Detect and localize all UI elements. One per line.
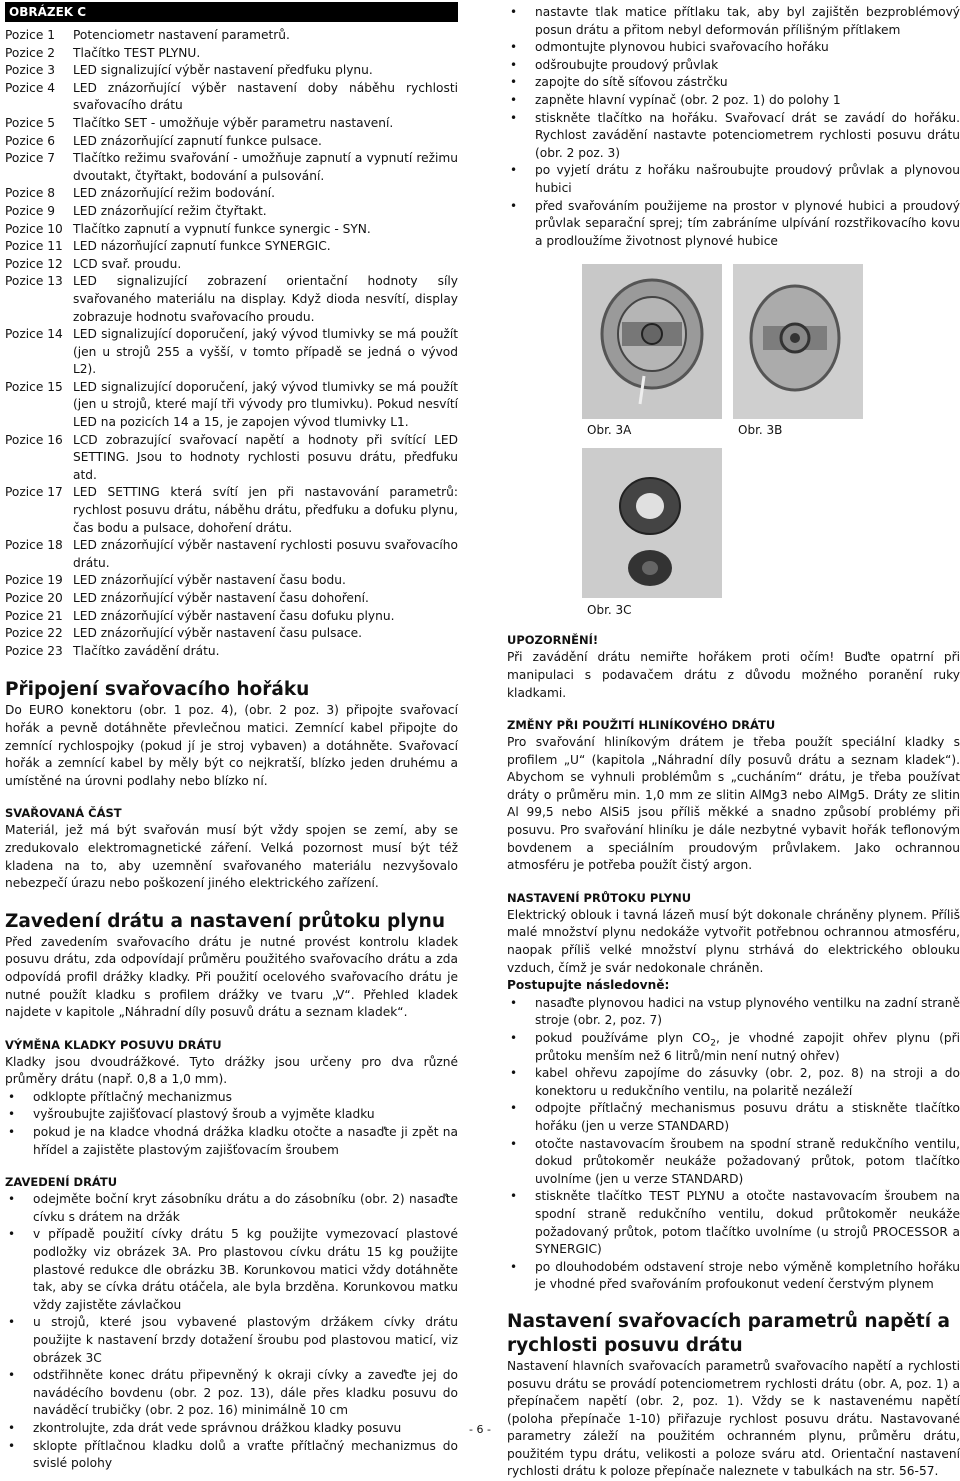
- position-text: LED znázorňující výběr nastavení času dohoření.: [73, 591, 369, 605]
- list-item: • stiskněte tlačítko na hořáku. Svařovací drát se zavádí do hořáku. Rychlost zavádění nastavte potenciometrem rychlosti posuvu drátu (obr. 2 poz. 3): [507, 110, 960, 163]
- list-item: • pokud používáme plyn $CO_2$, je vhodné zapojit ohřev plynu (při průtoku menším než 6 litrů/min není nutný ohřev): [507, 1030, 960, 1065]
- position-text: LCD svař. proudu.: [73, 256, 182, 271]
- position-row: [5, 326, 458, 379]
- position-row: [5, 238, 458, 256]
- list-item: • odpojte přítlačný mechanismus posuvu drátu a stiskněte tlačítko hořáku (jen u verze STANDARD): [507, 1100, 960, 1135]
- position-label: Pozice 1: [5, 28, 55, 42]
- position-row: [5, 221, 458, 239]
- roller-change-list: [5, 1089, 458, 1159]
- list-item: • odstřihněte konec drátu připevněný k okraji cívky a zaveďte jej do navádécího bovdenu (obr. 2 poz. 13), dále přes kladku posuvu do naváděcí trubičky (obr. 2 poz. 16) minimálně 10 cm: [5, 1367, 458, 1420]
- position-label: Pozice 17: [5, 485, 63, 500]
- position-text: LED názorňující zapnutí funkce SYNERGIC.: [73, 239, 331, 254]
- weld-part-text: Materiál, jež má být svařován musí být vždy spojen se zemí, aby se zredukovalo elektromagnetické záření. Velká pozornost musí být též kladena na to, aby uzemnění svařovaného materiálu nezvyšovalo nebezpečí úrazu nebo poškození jiného elektrického zařízení.: [5, 823, 458, 891]
- position-label: Pozice 3: [5, 63, 55, 78]
- position-label: Pozice 11: [5, 239, 63, 254]
- list-item: • po dlouhodobém odstavení stroje nebo výměně kompletního hořáku je vhodné před svařováním profoukonut vedení čerstvým plynem: [507, 1259, 960, 1294]
- position-row: [5, 590, 458, 608]
- figure-3a-photo: [582, 264, 722, 419]
- figure-3a-caption: Obr. 3A: [587, 423, 632, 438]
- list-item: • odklopte přítlačný mechanizmus: [5, 1089, 458, 1107]
- position-label: Pozice 8: [5, 186, 55, 201]
- position-text: LED znázorňující zapnutí funkce pulsace.: [73, 133, 322, 148]
- position-text: LED signalizující zobrazení orientační hodnoty síly svařovaného materiálu na display. Když dioda nesvítí, display zobrazuje hodnotu svařovacího proudu.: [73, 274, 458, 324]
- position-row: [5, 150, 458, 185]
- list-item: • stiskněte tlačítko TEST PLYNU a otočte nastavovacím šroubem na spodní straně redukčního ventilu, dokud průtokoměr neukáže požadovaný průtok, potom tlačítko uvolníme (u strojů PROCESSOR a SYNERGIC): [507, 1188, 960, 1258]
- position-row: [5, 133, 458, 151]
- aluminium-heading: ZMĚNY PŘI POUŽITÍ HLINÍKOVÉHO DRÁTU: [507, 718, 776, 733]
- position-label: Pozice 16: [5, 432, 63, 447]
- position-label: Pozice 2: [5, 45, 55, 60]
- params-heading: Nastavení svařovacích parametrů napětí a rychlosti posuvu drátu: [507, 1310, 950, 1356]
- wire-feed-text: Před zavedením svařovacího drátu je nutné provést kontrolu kladek posuvu drátu, zda odpovídají průměru použitého svařovacího drátu a zda odpovídá profil drážky kladky. Při použití ocelového svařovacího drátu je nutné použít kladku s profilem drážky ve tvaru „V“. Přehled kladek najdete v kapitole „Náhradní díly posuvů drátu a seznam kladek“.: [5, 934, 458, 1020]
- position-row: [5, 27, 458, 45]
- position-label: Pozice 5: [5, 115, 55, 130]
- position-row: [5, 625, 458, 643]
- position-text: LED signalizující doporučení, jaký vývod tlumivky se má použít (jen u strojů, které mají tři vývody pro tlumivku). Pokud nesvítí LED na pozicích 14 a 15, je zapojen vývod tlumivky L1.: [73, 379, 458, 430]
- figure-3c-caption: Obr. 3C: [587, 603, 632, 618]
- list-item: • v případě použití cívky drátu 5 kg použijte vymezovací plastové podložky viz obrázek 3A. Pro plastovou cívku drátu 15 kg použijte plastové redukce dle obrázku 3B. Korunkovou matici vždy dotáhněte tak, aby se cívka drátu otáčela, ale byla brzděna. Korunkovou matku vždy zajistěte závlačkou: [5, 1226, 458, 1314]
- list-item: • zapojte do sítě síťovou zástrčku: [507, 74, 960, 92]
- left-column: [5, 0, 458, 1473]
- position-text: LED znázorňující výběr nastavení času dofuku plynu.: [73, 608, 395, 623]
- list-item: • odmontujte plynovou hubici svařovacího hořáku: [507, 39, 960, 57]
- position-label: Pozice 20: [5, 591, 63, 605]
- position-row: [5, 608, 458, 626]
- figure-3b-caption: Obr. 3B: [738, 423, 783, 438]
- position-label: Pozice 12: [5, 256, 63, 271]
- list-item: • odejměte boční kryt zásobníku drátu a do zásobníku (obr. 2) nasaďte cívku s drátem na držák: [5, 1191, 458, 1226]
- position-text: Potenciometr nastavení parametrů.: [73, 28, 290, 42]
- position-text: LED znázorňující výběr nastavení času bodu.: [73, 573, 346, 588]
- position-text: Tlačítko zavádění drátu.: [73, 643, 220, 658]
- position-text: LCD zobrazující svařovací napětí a hodnoty při svítící LED SETTING. Jsou to hodnoty rychlosti posuvu drátu, předfuku atd.: [73, 432, 458, 482]
- position-label: Pozice 23: [5, 643, 63, 658]
- wire-insert-list-continued: [507, 4, 960, 250]
- position-row: [5, 80, 458, 115]
- weld-part-heading: SVAŘOVANÁ ČÁST: [5, 806, 122, 821]
- list-item: • pokud je na kladce vhodná drážka kladku otočte a nasaďte ji zpět na hřídel a zajistěte plastovým zajišťovacím šroubem: [5, 1124, 458, 1159]
- list-item: • otočte nastavovacím šroubem na spodní straně redukčního ventilu, dokud průtokoměr neukáže požadovaný průtok, potom tlačítko uvolníme (jen u verze STANDARD): [507, 1136, 960, 1189]
- wire-feed-heading: Zavedení drátu a nastavení průtoku plynu: [5, 910, 446, 932]
- roller-change-text: Kladky jsou dvoudrážkové. Tyto drážky jsou určeny pro dva různé průměry drátu (např. 0,8 a 1,0 mm).: [5, 1054, 458, 1087]
- position-row: [5, 203, 458, 221]
- position-label: Pozice 9: [5, 203, 55, 218]
- position-text: LED znázorňující výběr nastavení rychlosti posuvu svařovacího drátu.: [73, 538, 458, 570]
- roller-change-heading: VÝMĚNA KLADKY POSUVU DRÁTU: [5, 1037, 222, 1052]
- position-text: LED signalizující výběr nastavení předfuku plynu.: [73, 63, 373, 78]
- figure-3-block: [507, 250, 960, 660]
- position-text: Tlačítko zapnutí a vypnutí funkce synergic - SYN.: [73, 221, 371, 236]
- position-text: Tlačítko SET - umožňuje výběr parametru nastavení.: [73, 115, 394, 130]
- position-text: LED znázorňující režim bodování.: [73, 186, 275, 201]
- list-item: • odšroubujte proudový průvlak: [507, 57, 960, 75]
- figure-c-header: OBRÁZEK C: [5, 2, 458, 22]
- procedure-label: Postupujte následovně:: [507, 978, 670, 993]
- list-item: • před svařováním použijeme na prostor v plynové hubici a proudový průvlak separační sprej; tím zabráníme ulpívání rozstřikovacího kovu a prodloužíme životnost plynové hubice: [507, 198, 960, 251]
- position-row: [5, 379, 458, 432]
- position-text: Tlačítko TEST PLYNU.: [73, 45, 201, 60]
- list-item: • po vyjetí drátu z hořáku našroubujte proudový průvlak a plynovou hubici: [507, 162, 960, 197]
- gas-flow-text: Elektrický oblouk i tavná lázeň musí být dokonale chráněny plynem. Příliš malé množství plynu nedokáže vytvořit potřebnou ochrannou atmosféru, naopak příliš velké množství plynu strhává do elektrického oblouku vzduch, čímž je svár nedokonale chráněn.: [507, 907, 960, 975]
- position-label: Pozice 6: [5, 133, 55, 148]
- list-item: • kabel ohřevu zapojíme do zásuvky (obr. 2, poz. 8) na stroji a do konektoru u redukčního ventilu, na polaritě nezáleží: [507, 1065, 960, 1100]
- right-column: [507, 0, 960, 1481]
- position-text: LED signalizující doporučení, jaký vývod tlumivky se má použít (jen u strojů 255 a vyšší, v tomto případě se jedná o vývod L2).: [73, 327, 458, 377]
- position-row: [5, 432, 458, 485]
- position-label: Pozice 13: [5, 274, 63, 289]
- list-item: • zapněte hlavní vypínač (obr. 2 poz. 1) do polohy 1: [507, 92, 960, 110]
- list-item: • sklopte přítlačnou kladku dolů a vraťte přítlačný mechanizmus do svislé polohy: [5, 1438, 458, 1473]
- position-label: Pozice 7: [5, 151, 55, 166]
- warning-text: Při zavádění drátu nemiřte hořákem proti očím! Buďte opatrní při manipulaci s podavačem drátu z důvodu možného poranění ruky kladkami.: [507, 650, 960, 700]
- position-list: [5, 27, 458, 660]
- figure-3c-photo: [582, 448, 722, 598]
- position-row: [5, 256, 458, 274]
- wire-insert-heading: ZAVEDENÍ DRÁTU: [5, 1175, 118, 1190]
- gas-flow-list: [507, 995, 960, 1294]
- position-text: LED znázorňující režim čtyřtakt.: [73, 203, 267, 218]
- position-text: Tlačítko režimu svařování - umožňuje zapnutí a vypnutí režimu dvoutakt, čtyřtakt, bodování a pulsování.: [73, 151, 458, 183]
- position-label: Pozice 14: [5, 327, 63, 342]
- list-item: • nastavte tlak matice přítlaku tak, aby byl zajištěn bezproblémový posun drátu a přitom nebyl deformován přílišným přítlakem: [507, 4, 960, 39]
- list-item: • u strojů, které jsou vybavené plastovým držákem cívky drátu použijte k nastavení brzdy dotažení šroubu pod plastovou maticí, viz obrázek 3C: [5, 1314, 458, 1367]
- position-row: [5, 115, 458, 133]
- position-row: [5, 185, 458, 203]
- gas-flow-heading: NASTAVENÍ PRŮTOKU PLYNU: [507, 890, 692, 905]
- page-number: - 6 -: [469, 1423, 491, 1436]
- list-item: • vyšroubujte zajišťovací plastový šroub a vyjměte kladku: [5, 1106, 458, 1124]
- torch-text: Do EURO konektoru (obr. 1 poz. 4), (obr. 2 poz. 3) připojte svařovací hořák a pevně dotáhněte převlečnou matici. Zemnící kabel připojte do zemnící rychlospojky (pokud jí je stroj vybaven) a dotáhněte. Svařovací hořák a zemnící kabel by měly být co nejkratší, blízko jeden druhému a umístěné na úrovni podlahy nebo blízko ní.: [5, 703, 458, 788]
- params-text: Nastavení hlavních svařovacích parametrů svařovacího napětí a rychlosti posuvu drátu se provádí potenciometrem rychlosti drátu (obr. A, poz. 1) a přepínačem napětí (obr. 2, poz. 1). Vždy se k nastavenému napětí (poloha přepínače 1-10) přiřazuje rychlost posuvu drátu. Nastavované parametry záleží na použitém ochranném plynu, průměru drátu, použitém typu drátu, velikosti a poloze sváru atd. Orientační nastavení rychlosti drátu k poloze přepínače naleznete v tabulkách na str. 56-57.: [507, 1358, 960, 1479]
- warning-heading: UPOZORNĚNÍ!: [507, 633, 599, 648]
- position-row: [5, 273, 458, 326]
- position-row: [5, 572, 458, 590]
- list-item: • zkontrolujte, zda drát vede správnou drážkou kladky posuvu: [5, 1420, 458, 1438]
- position-text: LED SETTING která svítí jen při nastavování parametrů: rychlost posuvu drátu, náběhu drátu, předfuku a dofuku plynu, čas bodu a pulsace, dohoření drátu.: [73, 485, 458, 535]
- position-label: Pozice 10: [5, 221, 63, 236]
- position-label: Pozice 4: [5, 80, 55, 95]
- position-label: Pozice 19: [5, 573, 63, 588]
- torch-heading: Připojení svařovacího hořáku: [5, 679, 310, 701]
- figure-3b-photo: [733, 264, 863, 419]
- position-label: Pozice 22: [5, 626, 63, 641]
- list-item: • nasaďte plynovou hadici na vstup plynového ventilku na zadní straně stroje (obr. 2, poz. 7): [507, 995, 960, 1030]
- position-row: [5, 643, 458, 661]
- position-row: [5, 484, 458, 537]
- position-text: LED znázorňující výběr nastavení doby náběhu rychlosti svařovacího drátu: [73, 80, 458, 113]
- position-label: Pozice 21: [5, 608, 63, 623]
- position-row: [5, 62, 458, 80]
- position-row: [5, 45, 458, 63]
- position-text: LED znázorňující výběr nastavení času pulsace.: [73, 626, 363, 641]
- position-label: Pozice 18: [5, 538, 63, 553]
- aluminium-text: Pro svařování hliníkovým drátem je třeba použít speciální kladky s profilem „U“ (kapitola „Náhradní díly posuvů drátu a seznam kladek“). Abychom se vyhnuli problémům s „cucháním“ drátu, je třeba používat dráty o průměru min. 1,0 mm ze slitin AlMg3 nebo AlMg5. Dráty ze slitin Al 99,5 nebo AlSi5 jsou příliš měkké a snadno způsobí problémy při posuvu. Pro svařování hliníku je dále nezbytné vybavit hořák teflonovým bovdenem a speciálním proudovým průvlakem. Jako ochrannou atmosféru je potřeba použít čistý argon.: [507, 735, 960, 873]
- position-row: [5, 537, 458, 572]
- position-label: Pozice 15: [5, 379, 63, 394]
